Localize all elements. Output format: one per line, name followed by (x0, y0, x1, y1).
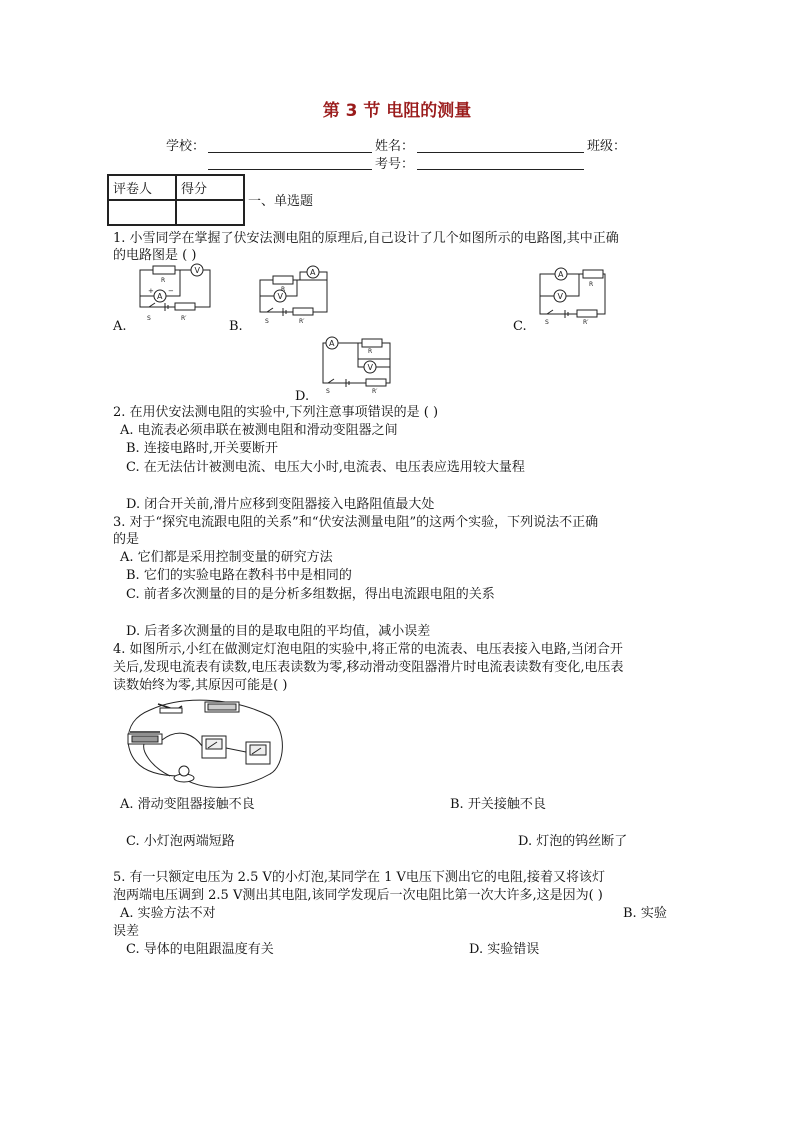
q2-option-d: D. 闭合开关前,滑片应移到变阻器接入电路阻值最大处 (126, 497, 435, 512)
q2-option-b: B. 连接电路时,开关要断开 (126, 441, 278, 456)
svg-text:R′: R′ (299, 318, 305, 325)
svg-text:R′: R′ (372, 388, 378, 395)
circuit-diagram-a (135, 262, 215, 324)
q5-option-a: A. 实验方法不对 (120, 906, 216, 921)
q5-option-b: B. 实验 (623, 906, 667, 921)
q5-option-b-continued: 误差 (113, 924, 140, 939)
q3-stem-line2: 的是 (113, 532, 140, 547)
score-cell[interactable] (176, 200, 244, 225)
page-title: 第 3 节 电阻的测量 (322, 101, 472, 121)
q5-option-c: C. 导体的电阻跟温度有关 (126, 942, 274, 957)
circuit-diagram-c (535, 262, 615, 324)
section-heading: 一、单选题 (248, 194, 314, 209)
svg-text:V: V (557, 292, 563, 301)
svg-text:S: S (545, 319, 549, 326)
q5-option-d: D. 实验错误 (469, 942, 540, 957)
svg-text:R: R (589, 281, 594, 288)
q2-option-c: C. 在无法估计被测电流、电压大小时,电流表、电压表应选用较大量程 (126, 460, 525, 475)
q3-option-c: C. 前者多次测量的目的是分析多组数据，得出电流跟电阻的关系 (126, 587, 495, 602)
class-label: 班级： (587, 139, 627, 154)
experiment-apparatus-illustration (120, 696, 285, 792)
q1-option-a: A. (113, 319, 127, 334)
q1-stem-line2: 的电路图是 ( ) (113, 248, 197, 263)
school-label: 学校： (166, 139, 206, 154)
class-field[interactable] (208, 156, 372, 170)
q3-option-a: A. 它们都是采用控制变量的研究方法 (120, 550, 333, 565)
svg-text:A: A (310, 268, 316, 277)
svg-text:A: A (157, 292, 163, 301)
score-table (107, 174, 245, 226)
q4-stem-line3: 读数始终为零,其原因可能是( ) (113, 678, 288, 693)
q4-option-c: C. 小灯泡两端短路 (126, 834, 235, 849)
svg-text:+: + (148, 287, 154, 295)
q4-option-b: B. 开关接触不良 (450, 797, 546, 812)
exam-no-field[interactable] (417, 156, 584, 170)
q2-stem: 2. 在用伏安法测电阻的实验中,下列注意事项错误的是 ( ) (113, 405, 439, 420)
svg-text:R′: R′ (181, 315, 187, 322)
name-field[interactable] (417, 139, 584, 153)
exam-no-label: 考号： (375, 157, 415, 172)
svg-text:R′: R′ (583, 319, 589, 326)
svg-text:V: V (367, 363, 373, 372)
circuit-diagram-b (255, 262, 335, 324)
q3-option-b: B. 它们的实验电路在教科书中是相同的 (126, 568, 352, 583)
q1-option-c: C. (513, 319, 527, 334)
q5-stem-line2: 泡两端电压调到 2.5 V测出其电阻,该同学发现后一次电阻比第一次大许多,这是因为( ) (113, 888, 603, 903)
svg-text:S: S (326, 388, 330, 395)
svg-text:V: V (277, 292, 283, 301)
q3-option-d: D. 后者多次测量的目的是取电阻的平均值，减小误差 (126, 624, 431, 639)
q4-option-d: D. 灯泡的钨丝断了 (518, 834, 628, 849)
school-field[interactable] (208, 139, 372, 153)
svg-text:S: S (265, 318, 269, 325)
svg-text:S: S (147, 315, 151, 322)
circuit-diagram-d (318, 333, 398, 395)
svg-text:V: V (194, 266, 200, 275)
q4-stem-line1: 4. 如图所示,小红在做测定灯泡电阻的实验中,将正常的电流表、电压表接入电路,当闭合开 (113, 642, 623, 657)
svg-text:R: R (161, 277, 166, 284)
score-label: 得分 (176, 175, 244, 200)
q3-stem-line1: 3. 对于“探究电流跟电阻的关系”和“伏安法测量电阻”的这两个实验，下列说法不正确 (113, 515, 599, 530)
q4-stem-line2: 关后,发现电流表有读数,电压表读数为零,移动滑动变阻器滑片时电流表读数有变化,电压表 (113, 660, 624, 675)
q1-option-d: D. (295, 389, 310, 404)
q4-option-a: A. 滑动变阻器接触不良 (120, 797, 255, 812)
q5-stem-line1: 5. 有一只额定电压为 2.5 V的小灯泡,某同学在 1 V电压下测出它的电阻,接着又将该灯 (113, 870, 606, 885)
svg-text:R: R (281, 286, 286, 293)
name-label: 姓名： (375, 139, 415, 154)
q1-option-b: B. (229, 319, 243, 334)
grader-cell[interactable] (108, 200, 176, 225)
q2-option-a: A. 电流表必须串联在被测电阻和滑动变阻器之间 (120, 423, 398, 438)
svg-text:R: R (368, 348, 373, 355)
svg-text:−: − (168, 287, 174, 295)
svg-text:A: A (558, 270, 564, 279)
svg-text:A: A (329, 339, 335, 348)
grader-label: 评卷人 (108, 175, 176, 200)
q1-stem-line1: 1. 小雪同学在掌握了伏安法测电阻的原理后,自己设计了几个如图所示的电路图,其中正确 (113, 231, 619, 246)
